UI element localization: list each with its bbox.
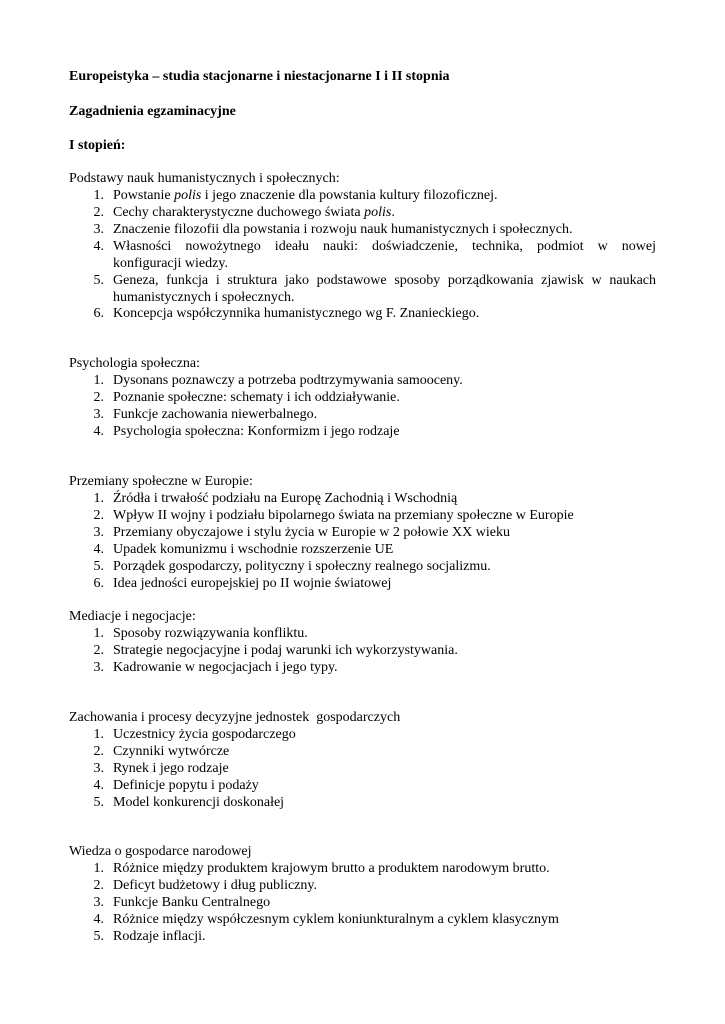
item-number: 5.: [93, 929, 104, 944]
item-number: 3.: [93, 407, 104, 422]
item-number: 3.: [93, 660, 104, 675]
list-item: Kadrowanie w negocjacjach i jego typy.: [113, 660, 338, 675]
list-item: Różnice między współczesnym cyklem koniunkturalnym a cyklem klasycznym: [113, 912, 559, 927]
item-number: 3.: [93, 222, 104, 237]
emphasis-polis: polis: [364, 205, 392, 220]
item-number: 2.: [93, 205, 104, 220]
list-item: Funkcje zachowania niewerbalnego.: [113, 407, 318, 422]
list-item: Różnice między produktem krajowym brutto a produktem narodowym brutto.: [113, 861, 550, 876]
list-item: Psychologia społeczna: Konformizm i jego rodzaje: [113, 424, 400, 439]
item-number: 1.: [93, 626, 104, 641]
item-number: 2.: [93, 643, 104, 658]
item-number: 4.: [93, 778, 104, 793]
list-item: Własności nowożytnego ideału nauki: doświadczenie, technika, podmiot w nowej konfiguracji wiedzy.: [113, 239, 656, 271]
list-item: Upadek komunizmu i wschodnie rozszerzenie UE: [113, 542, 394, 557]
section-heading: Zachowania i procesy decyzyjne jednostek gospodarczych: [69, 710, 401, 725]
list-item: Rodzaje inflacji.: [113, 929, 206, 944]
item-number: 4.: [93, 424, 104, 439]
item-number: 2.: [93, 878, 104, 893]
list-item: Geneza, funkcja i struktura jako podstawowe sposoby porządkowania zjawisk w naukach humanistycznych i społecznych.: [113, 273, 656, 305]
item-number: 5.: [93, 795, 104, 810]
section-heading: Wiedza o gospodarce narodowej: [69, 844, 252, 859]
document-title: Europeistyka – studia stacjonarne i niestacjonarne I i II stopnia: [69, 69, 450, 84]
item-number: 1.: [93, 861, 104, 876]
section-heading: Mediacje i negocjacje:: [69, 609, 196, 624]
item-number: 1.: [93, 727, 104, 742]
item-number: 3.: [93, 895, 104, 910]
level-heading: I stopień:: [69, 138, 126, 153]
list-item: Sposoby rozwiązywania konfliktu.: [113, 626, 308, 641]
list-item: Znaczenie filozofii dla powstania i rozwoju nauk humanistycznych i społecznych.: [113, 222, 573, 237]
item-number: 1.: [93, 491, 104, 506]
item-number: 2.: [93, 508, 104, 523]
item-number: 2.: [93, 744, 104, 759]
section-heading: Psychologia społeczna:: [69, 356, 201, 371]
list-item: Czynniki wytwórcze: [113, 744, 230, 759]
item-number: 3.: [93, 761, 104, 776]
item-number: 4.: [93, 239, 104, 254]
item-number: 6.: [93, 306, 104, 321]
list-item: Deficyt budżetowy i dług publiczny.: [113, 878, 317, 893]
item-number: 5.: [93, 273, 104, 288]
list-item: Funkcje Banku Centralnego: [113, 895, 271, 910]
item-number: 2.: [93, 390, 104, 405]
list-item: Idea jedności europejskiej po II wojnie światowej: [113, 576, 392, 591]
item-number: 3.: [93, 525, 104, 540]
item-number: 1.: [93, 373, 104, 388]
section-heading: Przemiany społeczne w Europie:: [69, 474, 253, 489]
list-item: Rynek i jego rodzaje: [113, 761, 229, 776]
list-item: Model konkurencji doskonałej: [113, 795, 285, 810]
list-item: Źródła i trwałość podziału na Europę Zachodnią i Wschodnią: [113, 491, 458, 506]
item-number: 4.: [93, 542, 104, 557]
list-item: Dysonans poznawczy a potrzeba podtrzymywania samooceny.: [113, 373, 463, 388]
list-item: Definicje popytu i podaży: [113, 778, 259, 793]
list-item: Poznanie społeczne: schematy i ich oddziaływanie.: [113, 390, 400, 405]
list-item: Porządek gospodarczy, polityczny i społeczny realnego socjalizmu.: [113, 559, 491, 574]
item-number: 6.: [93, 576, 104, 591]
emphasis-polis: polis: [174, 188, 202, 203]
item-number: 5.: [93, 559, 104, 574]
list-item: Wpływ II wojny i podziału bipolarnego świata na przemiany społeczne w Europie: [113, 508, 574, 523]
list-item: Przemiany obyczajowe i stylu życia w Europie w 2 połowie XX wieku: [113, 525, 510, 540]
section-heading: Podstawy nauk humanistycznych i społecznych:: [69, 171, 340, 186]
item-number: 1.: [93, 188, 104, 203]
document-subtitle: Zagadnienia egzaminacyjne: [69, 104, 236, 119]
list-item: Cechy charakterystyczne duchowego świata polis.: [113, 205, 395, 220]
list-item: Strategie negocjacyjne i podaj warunki ich wykorzystywania.: [113, 643, 458, 658]
list-item: Koncepcja współczynnika humanistycznego wg F. Znanieckiego.: [113, 306, 480, 321]
list-item: Powstanie polis i jego znaczenie dla powstania kultury filozoficznej.: [113, 188, 498, 203]
list-item: Uczestnicy życia gospodarczego: [113, 727, 296, 742]
item-number: 4.: [93, 912, 104, 927]
